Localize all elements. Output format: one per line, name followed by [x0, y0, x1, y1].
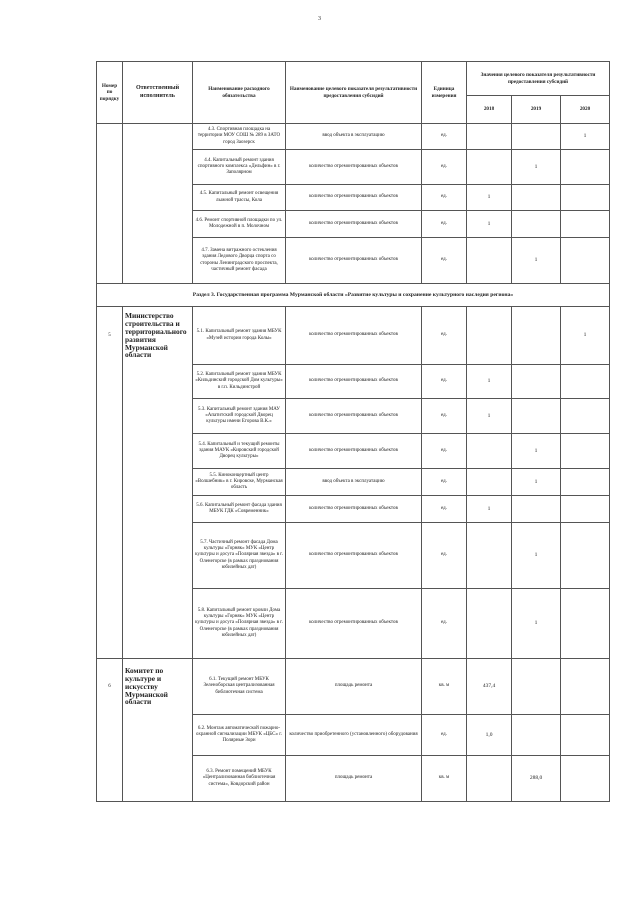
value-2019: 288,0	[512, 756, 561, 802]
expense-cell: 5.8. Капитальный ремонт кровли Дома культуры «Горняк» МУК «Центр культуры и досуга «Полярная звезда» в г. Оленегорске (в рамках празднования юбилейных дат)	[193, 589, 286, 659]
value-2018	[467, 307, 512, 365]
indicator-cell: количество отремонтированных объектов	[286, 589, 422, 659]
value-2020	[561, 399, 610, 434]
expense-cell: 4.5. Капитальный ремонт освещения лыжной трассы, Кола	[193, 185, 286, 211]
unit-cell: ед.	[422, 589, 467, 659]
header-num: Номер по порядку	[97, 62, 123, 124]
value-2020	[561, 238, 610, 284]
header-unit: Единица измерения	[422, 62, 467, 124]
value-2020	[561, 756, 610, 802]
header-indicator: Наименование целевого показателя результативности предоставления субсидий	[286, 62, 422, 124]
value-2020	[561, 496, 610, 523]
num-cell: 5	[97, 307, 123, 365]
value-2018	[467, 238, 512, 284]
expense-cell: 6.3. Ремонт помещений МБУК «Централизованная библиотечная система», Ковдорский район	[193, 756, 286, 802]
num-cell: 6	[97, 659, 123, 715]
value-2018: 1	[467, 496, 512, 523]
value-2020	[561, 589, 610, 659]
value-2018	[467, 434, 512, 469]
value-2018: 1	[467, 399, 512, 434]
value-2019	[512, 124, 561, 150]
unit-cell: ед.	[422, 150, 467, 185]
header-row	[97, 62, 610, 96]
unit-cell: кв. м	[422, 659, 467, 715]
indicator-cell: площадь ремонта	[286, 756, 422, 802]
value-2018: 1,0	[467, 715, 512, 756]
indicator-cell: количество приобретенного (установленного) оборудования	[286, 715, 422, 756]
header-year-2018: 2018	[467, 96, 512, 124]
value-2018: 1	[467, 365, 512, 399]
value-2020	[561, 185, 610, 211]
indicator-cell: ввод объекта в эксплуатацию	[286, 469, 422, 496]
header-year-2019: 2019	[512, 96, 561, 124]
expense-cell: 6.2. Монтаж автоматической пожарно-охранной сигнализации МБУК «ЦБС» г. Полярные Зори	[193, 715, 286, 756]
value-2020	[561, 211, 610, 238]
indicator-cell: количество отремонтированных объектов	[286, 238, 422, 284]
value-2020	[561, 659, 610, 715]
header-year-2020: 2020	[561, 96, 610, 124]
value-2019	[512, 185, 561, 211]
unit-cell: кв. м	[422, 756, 467, 802]
value-2019: 1	[512, 150, 561, 185]
num-cell	[97, 124, 123, 284]
value-2019	[512, 211, 561, 238]
value-2018: 1	[467, 211, 512, 238]
expense-cell: 5.6. Капитальный ремонт фасада здания МБУК ГДК «Современник»	[193, 496, 286, 523]
value-2020	[561, 523, 610, 589]
value-2018	[467, 150, 512, 185]
unit-cell: ед.	[422, 238, 467, 284]
responsible-cell	[123, 365, 193, 659]
value-2018: 437,4	[467, 659, 512, 715]
indicator-cell: количество отремонтированных объектов	[286, 150, 422, 185]
expense-cell: 5.5. Киноконцертный центр «Волшебник» в г. Кировске, Мурманская область	[193, 469, 286, 496]
value-2020	[561, 365, 610, 399]
page-number: 3	[318, 16, 321, 22]
value-2019	[512, 399, 561, 434]
indicator-cell: количество отремонтированных объектов	[286, 434, 422, 469]
unit-cell: ед.	[422, 496, 467, 523]
value-2019	[512, 659, 561, 715]
expense-cell: 5.7. Частичный ремонт фасада Дома культуры «Горняк» МУК «Центр культуры и досуга «Полярная звезда» в г. Оленегорске (в рамках празднования юбилейных дат)	[193, 523, 286, 589]
table-row	[97, 307, 610, 365]
unit-cell: ед.	[422, 211, 467, 238]
indicator-cell: количество отремонтированных объектов	[286, 399, 422, 434]
header-expense: Наименование расходного обязательства	[193, 62, 286, 124]
num-cell	[97, 365, 123, 659]
unit-cell: ед.	[422, 715, 467, 756]
value-2019: 1	[512, 523, 561, 589]
value-2019	[512, 715, 561, 756]
unit-cell: ед.	[422, 434, 467, 469]
value-2020	[561, 715, 610, 756]
header-target-group: Значения целевого показателя результативности предоставления субсидий	[467, 62, 610, 96]
value-2018	[467, 589, 512, 659]
num-cell	[97, 715, 123, 802]
expense-cell: 5.4. Капитальный и текущий ремонты здания МАУК «Кировский городской Дворец культуры»	[193, 434, 286, 469]
responsible-cell	[123, 124, 193, 284]
indicator-cell: количество отремонтированных объектов	[286, 185, 422, 211]
responsible-org-6: Комитет по культуре и искусству Мурманской области	[123, 659, 193, 715]
value-2018: 1	[467, 185, 512, 211]
expense-cell: 4.7. Замена витражного остекления здания Ледового Дворца спорта со стороны Ленинградского проспекта, частичный ремонт фасада	[193, 238, 286, 284]
expense-cell: 4.4. Капитальный ремонт здания спортивного комплекса «Дельфин» в г. Заполярном	[193, 150, 286, 185]
responsible-org-5: Министерство строительства и территориального развития Мурманской области	[123, 307, 193, 365]
table-row	[97, 124, 610, 150]
unit-cell: ед.	[422, 307, 467, 365]
header-responsible: Ответственный исполнитель	[123, 62, 193, 124]
table-row	[97, 659, 610, 715]
value-2019: 1	[512, 589, 561, 659]
indicator-cell: количество отремонтированных объектов	[286, 211, 422, 238]
value-2019	[512, 365, 561, 399]
value-2018	[467, 124, 512, 150]
expense-cell: 4.6. Ремонт спортивной площадки по ул. Молодежной в п. Молочном	[193, 211, 286, 238]
indicator-cell: количество отремонтированных объектов	[286, 496, 422, 523]
expense-cell: 6.1. Текущий ремонт МБУК Зеленоборская централизованная библиотечная система	[193, 659, 286, 715]
responsible-cell	[123, 715, 193, 802]
expense-cell: 5.2. Капитальный ремонт здания МБУК «Кильдинский городской Дом культуры» в г.п. Кильдинстрой	[193, 365, 286, 399]
indicator-cell: количество отремонтированных объектов	[286, 365, 422, 399]
section-3-title: Раздел 3. Государственная программа Мурманской области «Развитие культуры и сохранение культурного наследия региона»	[97, 284, 610, 307]
indicator-cell: ввод объекта в эксплуатацию	[286, 124, 422, 150]
value-2018	[467, 469, 512, 496]
value-2019	[512, 496, 561, 523]
value-2020: 1	[561, 307, 610, 365]
indicator-cell: количество отремонтированных объектов	[286, 307, 422, 365]
table-row	[97, 365, 610, 399]
value-2019: 1	[512, 434, 561, 469]
value-2020: 1	[561, 124, 610, 150]
value-2018	[467, 523, 512, 589]
expense-cell: 4.3. Спортивная площадка на территории МОУ СОШ № 289 в ЗАТО город Заозерск	[193, 124, 286, 150]
unit-cell: ед.	[422, 523, 467, 589]
expense-cell: 5.3. Капитальный ремонт здания МАУ «Апатитский городской Дворец культуры имени Егорова В.К.»	[193, 399, 286, 434]
value-2019: 1	[512, 469, 561, 496]
section-row	[97, 284, 610, 307]
indicator-cell: количество отремонтированных объектов	[286, 523, 422, 589]
value-2020	[561, 469, 610, 496]
table-row	[97, 715, 610, 756]
unit-cell: ед.	[422, 399, 467, 434]
unit-cell: ед.	[422, 185, 467, 211]
value-2018	[467, 756, 512, 802]
unit-cell: ед.	[422, 365, 467, 399]
value-2020	[561, 150, 610, 185]
expense-cell: 5.1. Капитальный ремонт здания МБУК «Музей истории города Колы»	[193, 307, 286, 365]
value-2019: 1	[512, 238, 561, 284]
unit-cell: ед.	[422, 469, 467, 496]
value-2020	[561, 434, 610, 469]
indicator-cell: площадь ремонта	[286, 659, 422, 715]
value-2019	[512, 307, 561, 365]
target-indicators-table	[96, 61, 610, 802]
unit-cell: ед.	[422, 124, 467, 150]
